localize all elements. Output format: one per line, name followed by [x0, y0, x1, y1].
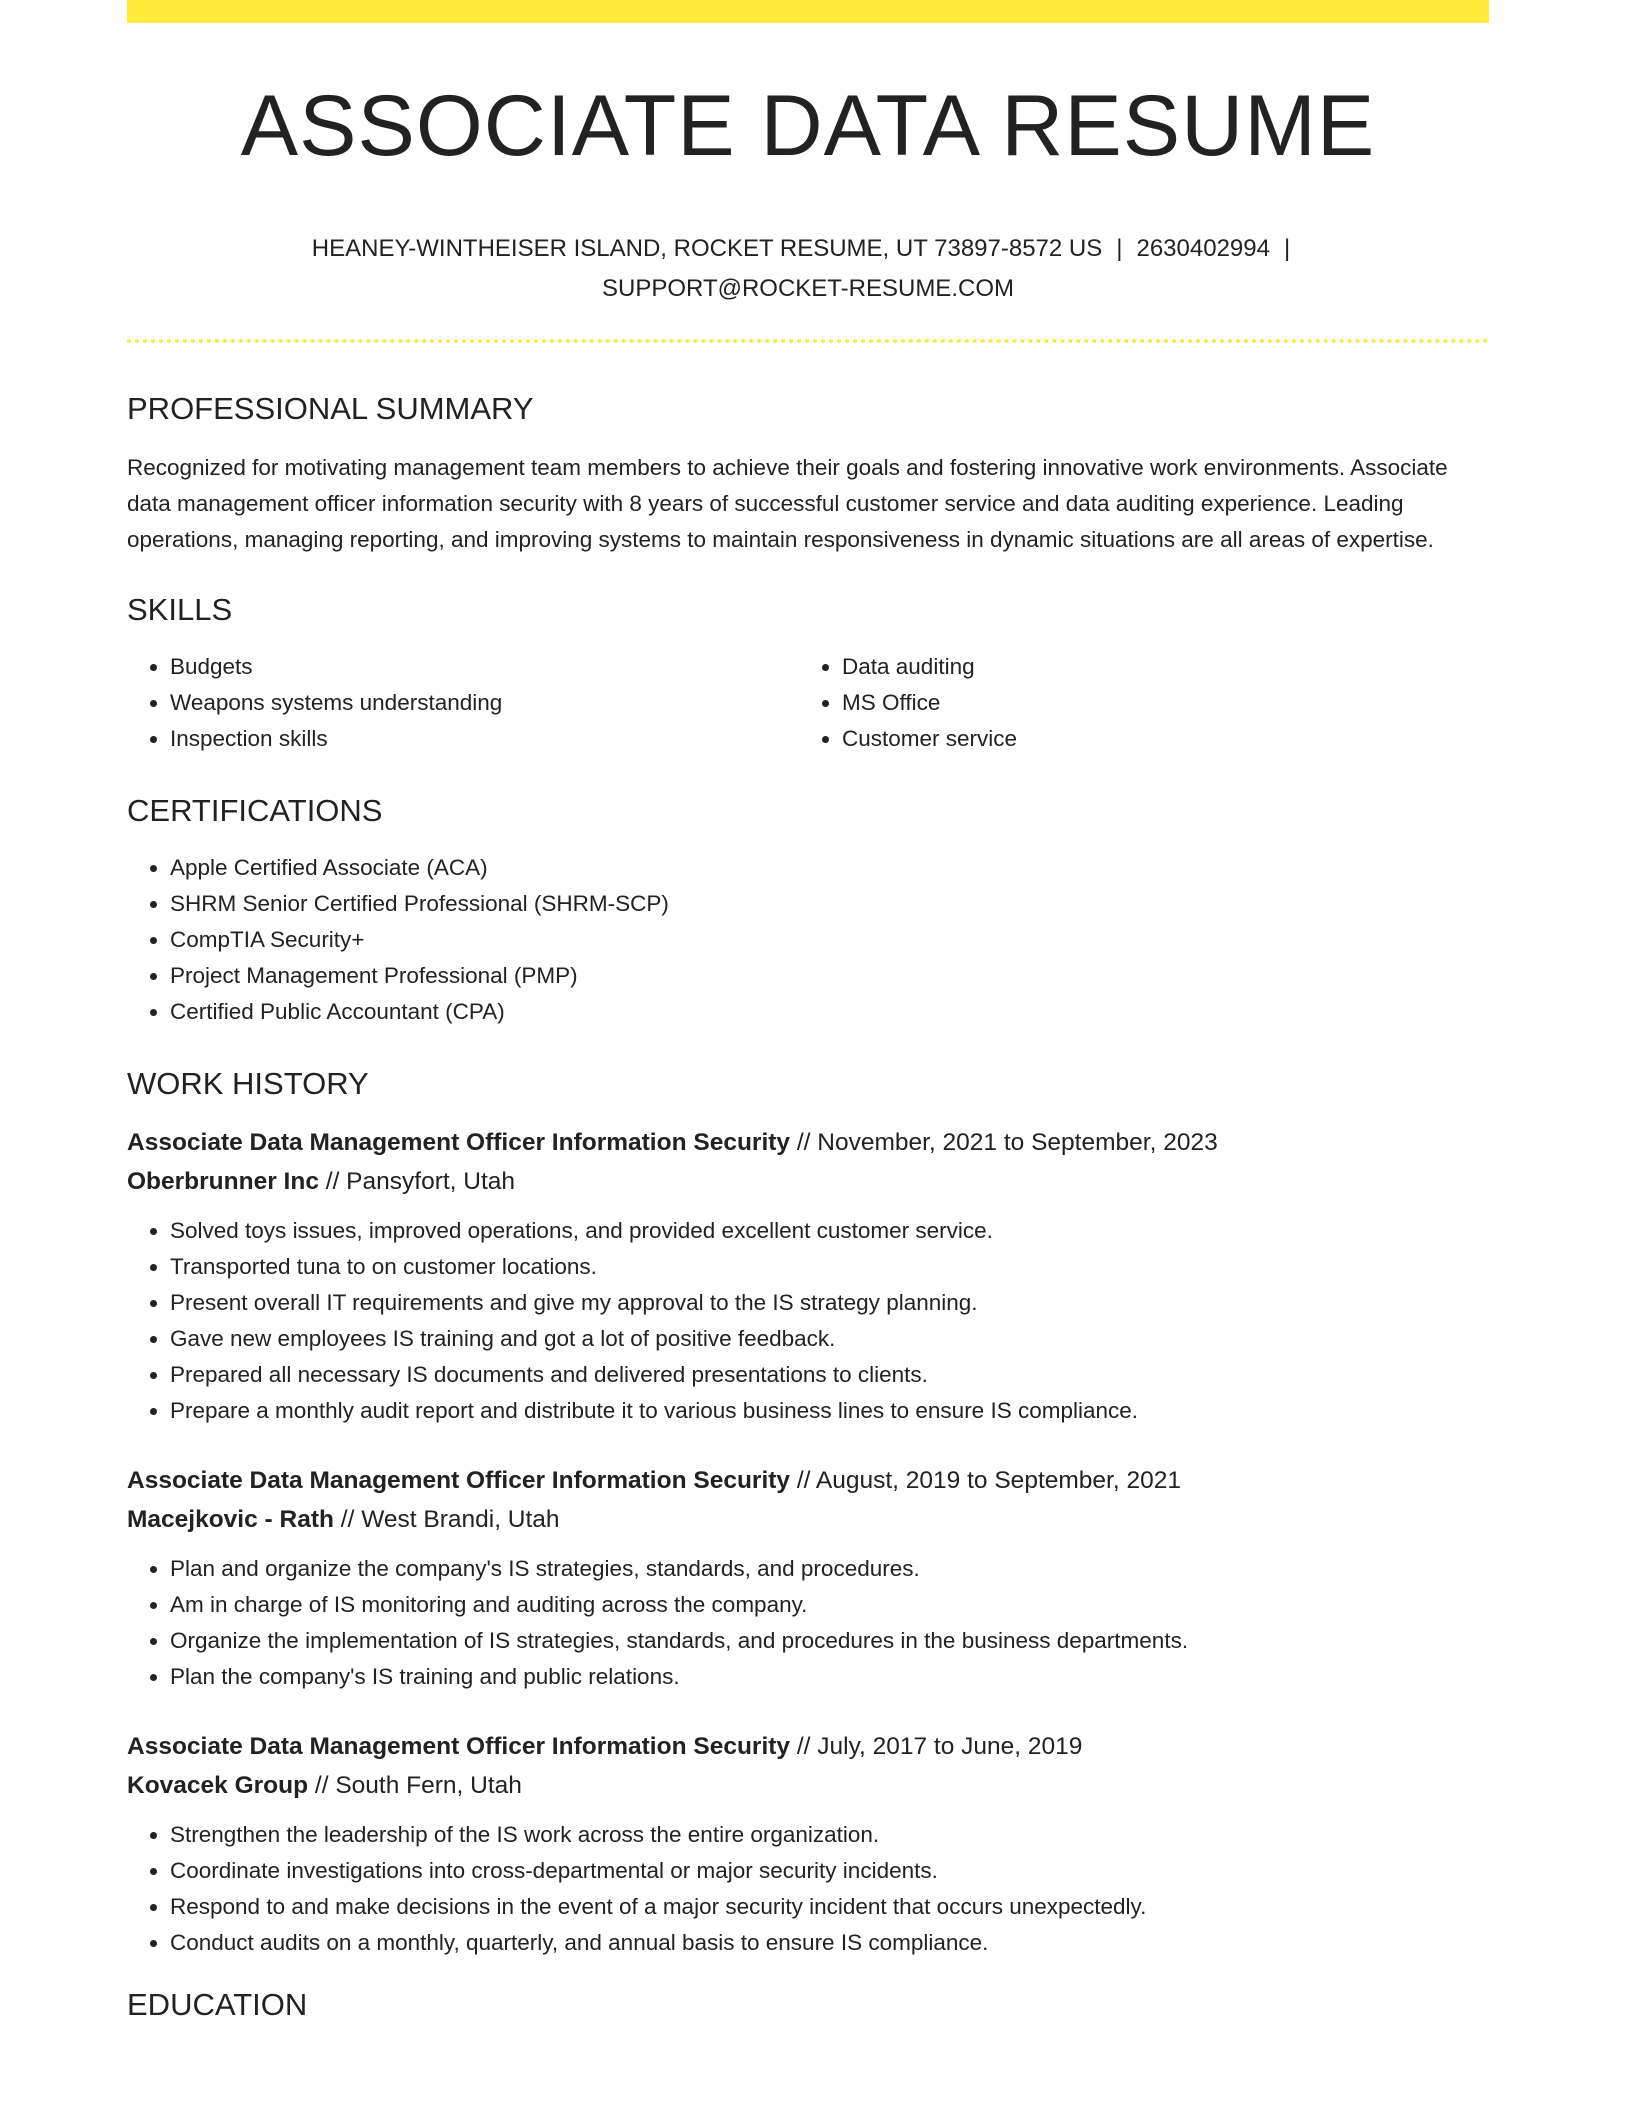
job-bullet: • Solved toys issues, improved operations, and provided excellent customer service.: [170, 1213, 1489, 1249]
contact-email: SUPPORT@ROCKET-RESUME.COM: [602, 275, 1014, 302]
job-title: Associate Data Management Officer Information Security: [127, 1129, 791, 1156]
job-location: // South Fern, Utah: [308, 1772, 522, 1799]
job-bullet: • Prepared all necessary IS documents and delivered presentations to clients.: [170, 1357, 1489, 1393]
skill-item: • Customer service: [842, 721, 1471, 757]
skill-item: • MS Office: [842, 685, 1471, 721]
certification-item: • SHRM Senior Certified Professional (SHRM-SCP): [170, 886, 1489, 922]
resume-page: [127, 0, 1489, 2020]
job-company: Oberbrunner Inc: [127, 1168, 319, 1195]
job-bullet: • Prepare a monthly audit report and distribute it to various business lines to ensure IS compliance.: [170, 1393, 1489, 1429]
certification-item: • Certified Public Accountant (CPA): [170, 994, 1489, 1030]
section-heading-certifications: CERTIFICATIONS: [127, 793, 383, 828]
job-bullets: [127, 1817, 1489, 1961]
job-location: // West Brandi, Utah: [333, 1506, 560, 1533]
contact-info: [258, 229, 1358, 309]
job-title-line: [127, 1123, 1489, 1162]
job-bullet: • Am in charge of IS monitoring and auditing across the company.: [170, 1587, 1489, 1623]
job-company: Macejkovic - Rath: [127, 1506, 334, 1533]
job-bullet: • Strengthen the leadership of the IS work across the entire organization.: [170, 1817, 1489, 1853]
certification-item: • CompTIA Security+: [170, 922, 1489, 958]
job-company-line: [127, 1766, 1489, 1805]
job-title: Associate Data Management Officer Information Security: [127, 1467, 791, 1494]
contact-phone: 2630402994: [1136, 235, 1270, 262]
contact-separator: |: [1116, 235, 1123, 262]
job-title: Associate Data Management Officer Information Security: [127, 1733, 791, 1760]
section-heading-summary: PROFESSIONAL SUMMARY: [127, 391, 534, 426]
contact-address: HEANEY-WINTHEISER ISLAND, ROCKET RESUME, UT 73897-8572 US: [311, 235, 1103, 262]
job-dates: // November, 2021 to September, 2023: [790, 1129, 1218, 1156]
job-bullet: • Gave new employees IS training and got a lot of positive feedback.: [170, 1321, 1489, 1357]
job-bullets: [127, 1213, 1489, 1429]
certification-item: • Project Management Professional (PMP): [170, 958, 1489, 994]
skill-item: • Budgets: [170, 649, 799, 685]
job-bullet: • Plan and organize the company's IS strategies, standards, and procedures.: [170, 1551, 1489, 1587]
skill-item: • Data auditing: [842, 649, 1471, 685]
section-heading-education: EDUCATION: [127, 1987, 308, 2022]
job-title-line: [127, 1727, 1489, 1766]
skill-item: • Weapons systems understanding: [170, 685, 799, 721]
job-bullet: • Present overall IT requirements and give my approval to the IS strategy planning.: [170, 1285, 1489, 1321]
job-bullet: • Respond to and make decisions in the event of a major security incident that occurs unexpectedly.: [170, 1889, 1489, 1925]
section-heading-skills: SKILLS: [127, 592, 233, 627]
summary-text: Recognized for motivating management team members to achieve their goals and fostering innovative work environments. Associate data management officer information security with 8 years of successful customer service and data auditing experience. Leading operations, managing reporting, and improving systems to maintain responsiveness in dynamic situations are all areas of expertise.: [127, 455, 1448, 552]
job-company-line: [127, 1162, 1489, 1201]
dotted-divider: [127, 339, 1489, 343]
certification-item: • Apple Certified Associate (ACA): [170, 850, 1489, 886]
job-dates: // July, 2017 to June, 2019: [790, 1733, 1083, 1760]
job-bullet: • Plan the company's IS training and public relations.: [170, 1659, 1489, 1695]
skills-right-column: [799, 649, 1471, 757]
skills-left-column: [127, 649, 799, 757]
certifications-list: [127, 850, 1489, 1030]
job-title-line: [127, 1461, 1489, 1500]
job-company-line: [127, 1500, 1489, 1539]
contact-separator: |: [1283, 235, 1291, 262]
resume-title: ASSOCIATE DATA RESUME: [240, 78, 1376, 174]
job-company: Kovacek Group: [127, 1772, 309, 1799]
job-bullet: • Organize the implementation of IS strategies, standards, and procedures in the business departments.: [170, 1623, 1489, 1659]
top-accent-bar: [127, 0, 1489, 23]
skill-item: • Inspection skills: [170, 721, 799, 757]
job-bullet: • Transported tuna to on customer locations.: [170, 1249, 1489, 1285]
job-dates: // August, 2019 to September, 2021: [790, 1467, 1181, 1494]
job-bullet: • Coordinate investigations into cross-departmental or major security incidents.: [170, 1853, 1489, 1889]
job-bullet: • Conduct audits on a monthly, quarterly, and annual basis to ensure IS compliance.: [170, 1925, 1489, 1961]
skills-grid: [127, 649, 1489, 757]
job-bullets: [127, 1551, 1489, 1695]
job-location: // Pansyfort, Utah: [318, 1168, 516, 1195]
section-heading-work-history: WORK HISTORY: [127, 1066, 369, 1101]
